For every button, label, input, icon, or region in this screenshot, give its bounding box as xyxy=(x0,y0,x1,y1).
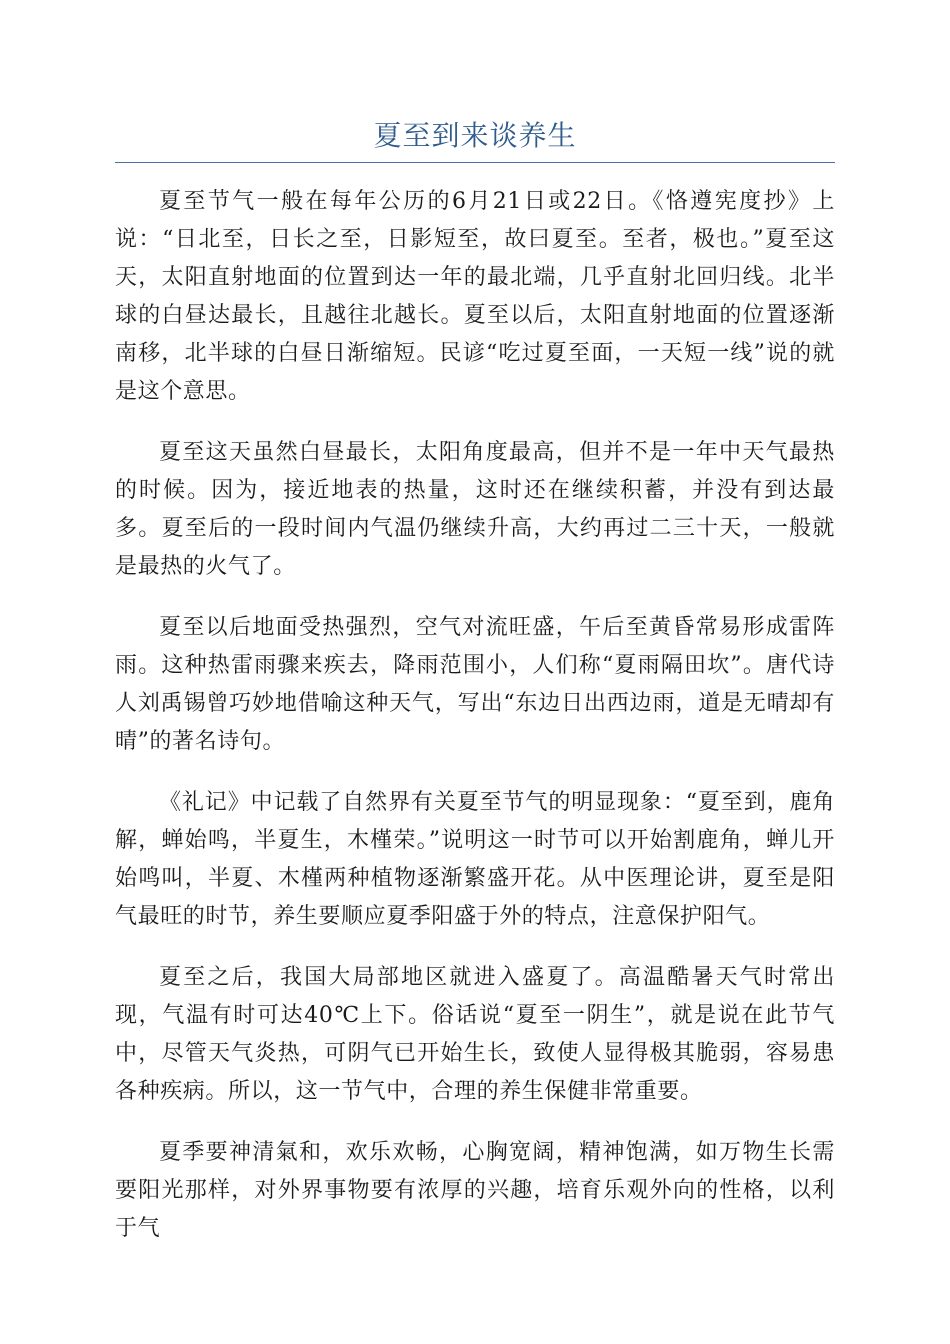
document-title: 夏至到来谈养生 xyxy=(373,119,577,152)
title-underline-divider xyxy=(115,162,835,163)
paragraph-5: 夏至之后，我国大局部地区就进入盛夏了。高温酷暑天气时常出现，气温有时可达40℃上下。俗话说“夏至一阴生”，就是说在此节气中，尽管天气炎热，可阴气已开始生长，致使人显得极其脆弱，容易患各种疾病。所以，这一节气中，合理的养生保健非常重要。 xyxy=(115,965,835,1104)
paragraph-2: 夏至这天虽然白昼最长，太阳角度最高，但并不是一年中天气最热的时候。因为，接近地表的热量，这时还在继续积蓄，并没有到达最多。夏至后的一段时间内气温仍继续升高，大约再过二三十天，一般就是最热的火气了。 xyxy=(115,440,835,579)
paragraph-6: 夏季要神清氣和，欢乐欢畅，心胸宽阔，精神饱满，如万物生长需要阳光那样，对外界事物要有浓厚的兴趣，培育乐观外向的性格，以利于气 xyxy=(115,1140,835,1241)
paragraph-1: 夏至节气一般在每年公历的6月21日或22日。《恪遵宪度抄》上说：“日北至，日长之至，日影短至，故曰夏至。至者，极也。”夏至这天，太阳直射地面的位置到达一年的最北端，几乎直射北回归线。北半球的白昼达最长，且越往北越长。夏至以后，太阳直射地面的位置逐渐南移，北半球的白昼日渐缩短。民谚“吃过夏至面，一天短一线”说的就是这个意思。 xyxy=(115,189,835,404)
paragraph-4: 《礼记》中记载了自然界有关夏至节气的明显现象：“夏至到，鹿角解，蝉始鸣，半夏生，木槿荣。”说明这一时节可以开始割鹿角，蝉儿开始鸣叫，半夏、木槿两种植物逐渐繁盛开花。从中医理论讲，夏至是阳气最旺的时节，养生要顺应夏季阳盛于外的特点，注意保护阳气。 xyxy=(115,790,835,929)
paragraph-3: 夏至以后地面受热强烈，空气对流旺盛，午后至黄昏常易形成雷阵雨。这种热雷雨骤来疾去，降雨范围小，人们称“夏雨隔田坎”。唐代诗人刘禹锡曾巧妙地借喻这种天气，写出“东边日出西边雨，道是无晴却有晴”的著名诗句。 xyxy=(115,615,835,754)
document-page xyxy=(115,108,835,1271)
